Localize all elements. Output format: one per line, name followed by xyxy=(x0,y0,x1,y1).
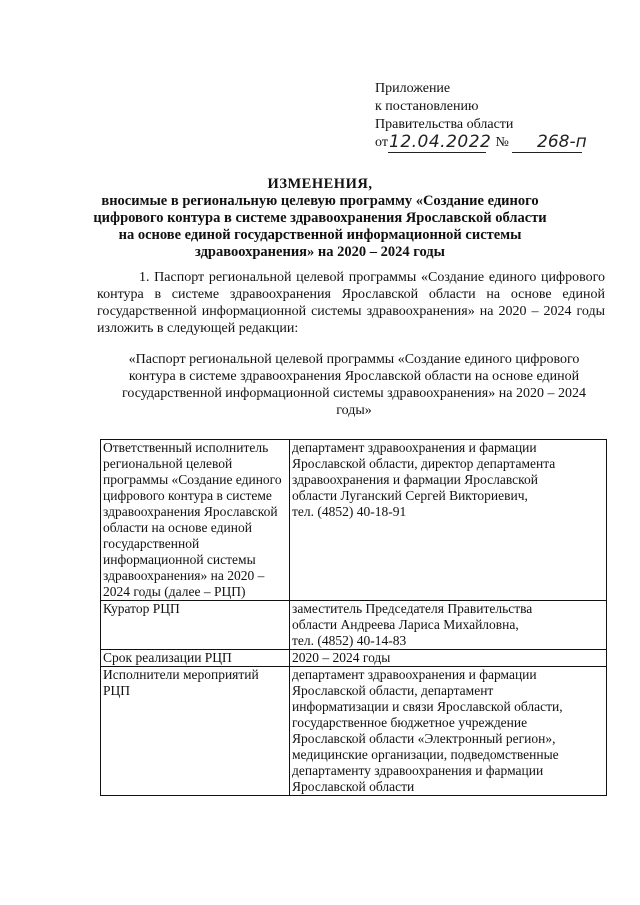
appendix-line-1: Приложение xyxy=(375,81,451,96)
row-value-line: тел. (4852) 40-14-83 xyxy=(292,633,407,648)
passport-table xyxy=(100,439,607,796)
row-value-line: 2020 – 2024 годы xyxy=(292,650,391,665)
row-label: Ответственный исполнитель региональной целевой программы «Создание единого цифрового контура в системе здравоохранения Ярославской области на основе единой государственной информационной системы здравоохранения» на 2020 – 2024 годы (далее – РЦП) xyxy=(101,440,290,601)
number-label: № xyxy=(495,135,509,150)
row-value-line: области Луганский Сергей Викториевич, xyxy=(292,488,528,503)
row-value-line: Ярославской области, директор департамента xyxy=(292,456,556,471)
table-row xyxy=(101,667,607,796)
paragraph-1: 1. Паспорт региональной целевой программы «Создание единого цифрового контура в системе здравоохранения Ярославской области на основе единой государственной информационной системы здравоохранения» на 2020 – 2024 годы изложить в следующей редакции: xyxy=(97,270,605,336)
row-label: Срок реализации РЦП xyxy=(101,650,290,667)
row-label: Куратор РЦП xyxy=(101,601,290,650)
row-value xyxy=(290,440,607,601)
appendix-line-2: к постановлению xyxy=(375,99,479,114)
row-label: Исполнители мероприятий РЦП xyxy=(101,667,290,796)
row-value-line: департаменту здравоохранения и фармации xyxy=(292,763,544,778)
row-value xyxy=(290,601,607,650)
title-subtitle: вносимые в региональную целевую программу «Создание единого цифрового контура в системе здравоохранения Ярославской области на основе единой государственной информационной системы здравоохранения» на 2020 – 2024 годы xyxy=(93,193,547,260)
row-value-line: департамент здравоохранения и фармации xyxy=(292,667,537,682)
document-title xyxy=(90,176,550,261)
row-value-line: области Андреева Лариса Михайловна, xyxy=(292,617,519,632)
handwritten-date: 12.04.2022 xyxy=(389,132,492,152)
table-row xyxy=(101,601,607,650)
title-heading: ИЗМЕНЕНИЯ, xyxy=(267,176,373,192)
row-value xyxy=(290,650,607,667)
table-row xyxy=(101,440,607,601)
row-value-line: Ярославской области xyxy=(292,779,415,794)
date-prefix: от xyxy=(375,135,388,150)
appendix-line-3: Правительства области xyxy=(375,117,514,132)
row-value xyxy=(290,667,607,796)
table-row xyxy=(101,650,607,667)
row-value-line: медицинские организации, подведомственные xyxy=(292,747,559,762)
row-value-line: тел. (4852) 40-18-91 xyxy=(292,504,407,519)
paragraph-2: «Паспорт региональной целевой программы «Создание единого цифрового контура в системе здравоохранения Ярославской области на основе единой государственной информационной системы здравоохранения» на 2020 – 2024 годы» xyxy=(122,352,586,418)
row-value-line: государственное бюджетное учреждение xyxy=(292,715,528,730)
handwritten-number: 268-п xyxy=(537,132,587,152)
row-value-line: здравоохранения и фармации Ярославской xyxy=(292,472,538,487)
row-value-line: заместитель Председателя Правительства xyxy=(292,601,533,616)
row-value-line: информатизации и связи Ярославской области, xyxy=(292,699,563,714)
row-value-line: Ярославской области «Электронный регион», xyxy=(292,731,556,746)
row-value-line: Ярославской области, департамент xyxy=(292,683,494,698)
row-value-line: департамент здравоохранения и фармации xyxy=(292,440,537,455)
